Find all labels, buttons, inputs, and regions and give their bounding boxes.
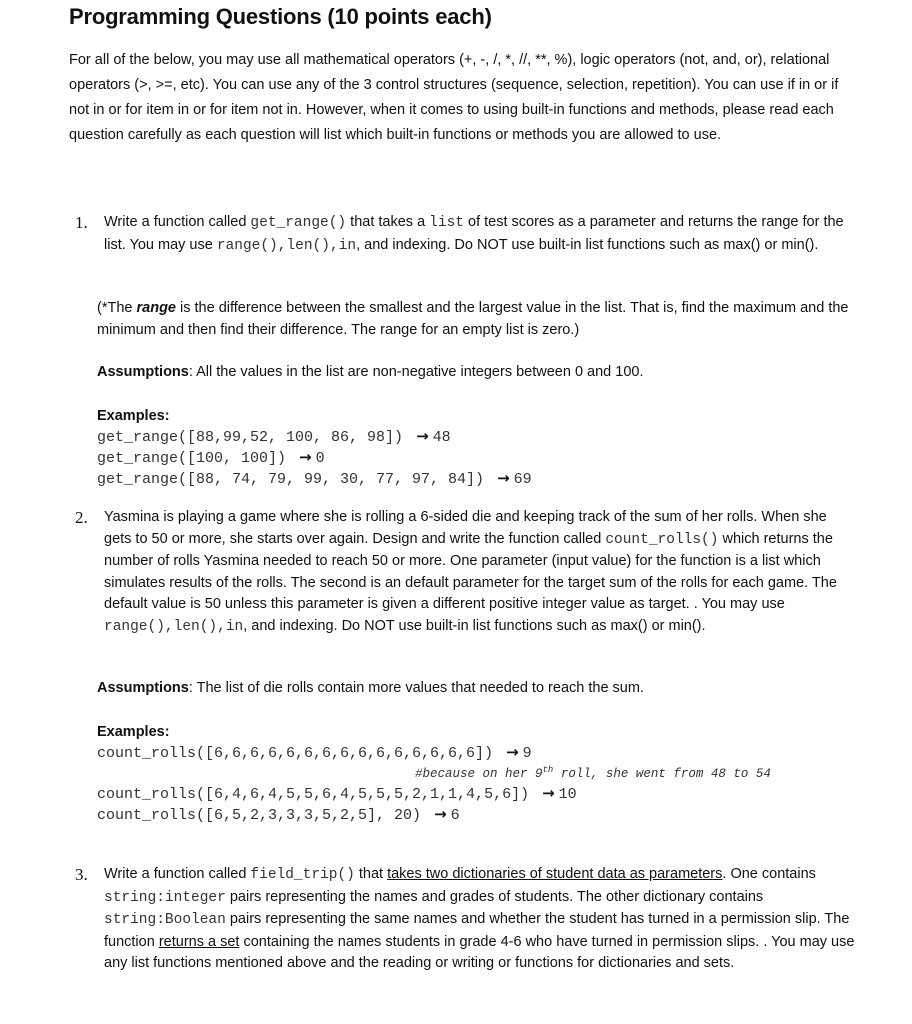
q3-text-part: pairs representing the names and grades of students. The other dictionary contains <box>225 888 764 905</box>
comment-text: #because on her 9 <box>415 767 543 782</box>
question-number: 1. <box>75 213 88 232</box>
q1-example <box>97 447 325 470</box>
arrow-icon: → <box>416 427 429 445</box>
q3-text-part: containing the names students in grade 4-6 who have turned in permission slips. . You may use any list functions mentioned above and the reading or writing or functions for dictionaries and sets. <box>104 933 855 971</box>
q3-function-name: field_trip() <box>250 867 355 883</box>
example-result: 69 <box>513 471 532 488</box>
arrow-icon: → <box>497 469 510 487</box>
q2-example <box>97 804 460 827</box>
question-number: 2. <box>75 508 88 527</box>
arrow-icon: → <box>299 448 312 466</box>
q1-text-part: Write a function called <box>104 214 251 230</box>
q1-allowed-functions: range(),len(),in <box>216 237 357 254</box>
q1-range-note <box>97 298 857 341</box>
q1-list-keyword: list <box>429 215 464 231</box>
assumptions-label: Assumptions <box>97 364 189 380</box>
example-result: 6 <box>450 807 460 824</box>
q2-assumptions <box>97 678 857 700</box>
q3-text-part: pairs representing the same names and whether the student has turned in a permission slip. The function <box>104 911 850 950</box>
q2-example <box>97 783 577 806</box>
q3-pair-type: string:Boolean <box>104 912 226 928</box>
comment-superscript: th <box>542 765 554 775</box>
q1-text-part: of test scores as a parameter and returns the range for the list. You may use <box>104 214 844 253</box>
question-1 <box>75 212 856 257</box>
note-text: (*The <box>97 300 137 316</box>
question-3 <box>75 864 856 975</box>
example-result: 48 <box>432 429 451 446</box>
q1-examples-label: Examples: <box>97 408 170 424</box>
q2-function-name: count_rolls() <box>605 531 719 548</box>
q2-text-part: Yasmina is playing a game where she is rolling a 6-sided die and keeping track of the sum of her rolls. When she gets to 50 or more, she starts over again. Design and write the function called <box>104 509 827 547</box>
page-title: Programming Questions (10 points each) <box>69 4 492 29</box>
arrow-icon: → <box>542 784 555 802</box>
note-emphasis: range <box>136 300 176 316</box>
q2-example-comment <box>415 765 771 781</box>
q3-text-part: that <box>354 866 388 882</box>
q3-text-part: . One contains <box>722 866 816 882</box>
example-call: get_range([88, 74, 79, 99, 30, 77, 97, 84]) <box>97 471 485 488</box>
example-call: get_range([100, 100]) <box>97 450 287 467</box>
q3-text-part: Write a function called <box>104 866 251 882</box>
arrow-icon: → <box>506 743 519 761</box>
q1-function-name: get_range() <box>250 215 347 231</box>
example-result: 10 <box>558 786 577 803</box>
assumptions-text: : The list of die rolls contain more values that needed to reach the sum. <box>188 680 644 696</box>
q3-pair-type: string:integer <box>104 889 226 906</box>
q2-example <box>97 742 532 765</box>
example-call: count_rolls([6,5,2,3,3,3,5,2,5], 20) <box>97 807 422 824</box>
q1-example <box>97 426 451 449</box>
q2-allowed-functions: range(),len(),in <box>104 618 244 635</box>
comment-text: roll, she went from 48 to 54 <box>553 767 771 782</box>
q2-examples-label: Examples: <box>97 724 170 740</box>
q1-assumptions <box>97 362 857 384</box>
example-result: 0 <box>315 450 325 467</box>
question-2 <box>75 507 856 638</box>
example-call: count_rolls([6,4,6,4,5,5,6,4,5,5,5,2,1,1,4,5,6]) <box>97 786 530 803</box>
q2-text-part: , and indexing. Do NOT use built-in list functions such as max() or min(). <box>243 617 706 634</box>
arrow-icon: → <box>434 805 447 823</box>
assumptions-label: Assumptions <box>97 680 189 696</box>
note-text: is the difference between the smallest and the largest value in the list. That is, find the maximum and the minimum and then find their difference. The range for an empty list is zero.) <box>97 300 849 338</box>
example-call: get_range([88,99,52, 100, 86, 98]) <box>97 429 404 446</box>
q3-underlined-text: takes two dictionaries of student data as parameters <box>387 866 723 882</box>
assumptions-text: : All the values in the list are non-negative integers between 0 and 100. <box>188 364 644 380</box>
question-number: 3. <box>75 865 88 884</box>
q2-text-part: which returns the number of rolls Yasmina needed to reach 50 or more. One parameter (input value) for the function is a list which simulates results of the rolls. The second is an default parameter for the target sum of the rolls for each game. The default value is 50 unless this parameter is given a different positive integer value as target. . You may use <box>104 530 837 612</box>
q3-underlined-text: returns a set <box>158 933 240 950</box>
q1-example <box>97 468 532 491</box>
q1-text-part: , and indexing. Do NOT use built-in list functions such as max() or min(). <box>356 236 819 253</box>
intro-paragraph: For all of the below, you may use all mathematical operators (+, -, /, *, //, **, %), logic operators (not, and, or), relational operators (>, >=, etc). You can use any of the 3 control structures (sequence, selection, repetition). You can use if in or if not in or for item in or for item not in. However, when it comes to using built-in functions and methods, please read each question carefully as each question will list which built-in functions or methods you are allowed to use. <box>69 52 839 143</box>
example-call: count_rolls([6,6,6,6,6,6,6,6,6,6,6,6,6,6,6]) <box>97 745 494 762</box>
q1-text-part: that takes a <box>346 214 430 230</box>
example-result: 9 <box>522 745 532 762</box>
